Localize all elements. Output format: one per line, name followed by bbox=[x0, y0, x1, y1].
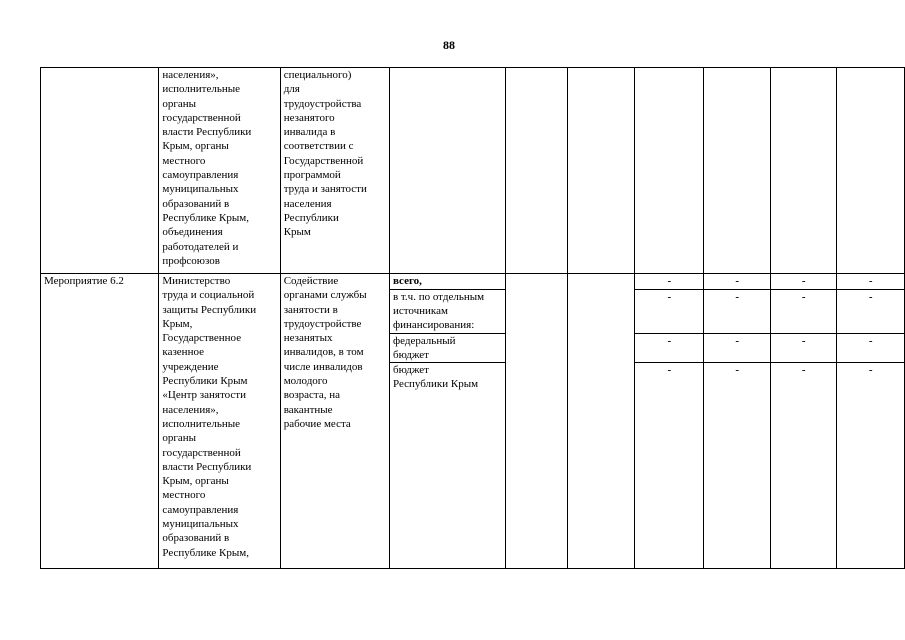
value-cell bbox=[770, 68, 837, 274]
value-dash: - bbox=[837, 289, 904, 333]
value-cell bbox=[505, 274, 567, 569]
value-dash: - bbox=[868, 275, 873, 287]
value-dash: - bbox=[704, 333, 770, 362]
measure-name-cell bbox=[41, 68, 159, 274]
value-dash: - bbox=[771, 362, 837, 392]
measure-name-cell: Мероприятие 6.2 bbox=[41, 274, 159, 569]
program-table bbox=[40, 67, 905, 569]
executors-cell: населения», исполнительные органы государственной власти Республики Крым, органы местного самоуправления муниципальных образований в Республике Крым, объединения работодателей и профсоюзов bbox=[159, 68, 280, 274]
value-cell bbox=[567, 274, 634, 569]
source-label-federal: федеральный бюджет bbox=[390, 333, 505, 363]
value-column bbox=[635, 274, 704, 569]
value-cell bbox=[837, 68, 905, 274]
continued-row bbox=[41, 68, 905, 274]
funding-sources-cell bbox=[389, 274, 505, 569]
value-dash: - bbox=[735, 275, 740, 287]
source-label-total: всего, bbox=[392, 275, 422, 287]
value-column bbox=[704, 274, 771, 569]
value-dash: - bbox=[771, 289, 837, 333]
value-dash: - bbox=[635, 289, 703, 333]
content-cell: специального) для трудоустройства незанятого инвалида в соответствии с Государственной программой труда и занятости населения Республики Крым bbox=[280, 68, 389, 274]
value-dash: - bbox=[635, 333, 703, 362]
funding-sources-list bbox=[390, 274, 505, 393]
source-cell bbox=[389, 68, 505, 274]
value-dash: - bbox=[704, 289, 770, 333]
value-dash: - bbox=[667, 275, 672, 287]
value-cell bbox=[635, 68, 704, 274]
value-dash: - bbox=[801, 275, 806, 287]
value-cell bbox=[704, 68, 771, 274]
value-dash: - bbox=[837, 333, 904, 362]
page-number: 88 bbox=[443, 38, 455, 52]
value-column bbox=[770, 274, 837, 569]
value-dash: - bbox=[635, 362, 703, 392]
executors-cell: Министерство труда и социальной защиты Республики Крым, Государственное казенное учреждение Республики Крым «Центр занятости населения», исполнительные органы государственной власти Республики Крым, органы местного самоуправления муниципальных образований в Республике Крым, bbox=[159, 274, 280, 569]
value-dash: - bbox=[704, 362, 770, 392]
value-cell bbox=[505, 68, 567, 274]
value-dash: - bbox=[837, 362, 904, 392]
value-cell bbox=[567, 68, 634, 274]
value-column bbox=[837, 274, 905, 569]
measure-row bbox=[41, 274, 905, 569]
source-label-including: в т.ч. по отдельным источникам финансирования: bbox=[390, 289, 505, 333]
source-label-regional: бюджет Республики Крым bbox=[390, 363, 505, 393]
value-dash: - bbox=[771, 333, 837, 362]
content-cell: Содействие органами службы занятости в трудоустройстве незанятых инвалидов, в том числе инвалидов молодого возраста, на вакантные рабочие места bbox=[280, 274, 389, 569]
